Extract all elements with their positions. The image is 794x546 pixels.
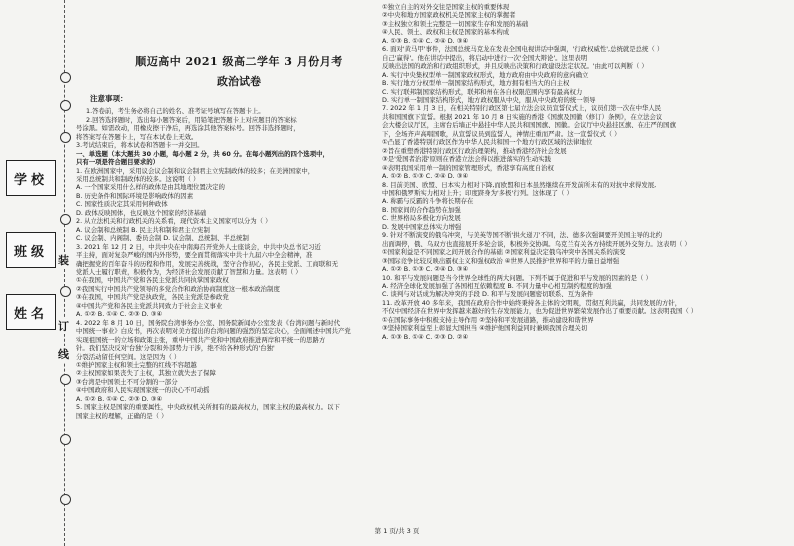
name-field-label: 姓名	[6, 294, 56, 330]
right-line: 共和国国旗下宣誓。根据 2021 年 10 月 8 日实施的香港《国旗及国徽（修订）条例》，在立法会议	[382, 112, 663, 121]
right-line: ③坚持国家利益至上彰显大国担当 ④维护他国利益同时兼顾我国合理关切	[382, 324, 588, 333]
right-line: ②旨在重塑香港特别行政区行政治理架构，推动香港经济社会发展	[382, 146, 567, 155]
class-field-label: 班级	[6, 232, 56, 268]
left-line: 2. 从立法机关和行政机关的关系看，现代资本主义国家可以分为（ ）	[76, 217, 272, 226]
left-line: C. 国家性质决定其采用何种政体	[76, 200, 168, 209]
right-line: C. 实行联邦制国家结构形式，联邦和州在各自权限范围内享有最高权力	[382, 87, 583, 96]
right-line: 自己'赢得'。他在讲话中提出，将启动中进行一次'全国大辩论'。这里表明	[382, 53, 588, 62]
right-line: 中国和俄罗斯实力相对上升；印度跻身为'多极'行列。这体现了（ ）	[382, 188, 573, 197]
right-line: A. 实行中央集权型单一制国家政权形式，地方政府由中央政府的意向确立	[382, 70, 589, 79]
binding-hole	[60, 132, 71, 143]
notice-heading: 注意事项：	[90, 93, 128, 103]
left-line: A. ①② B. ①④ C. ②③ D. ③④	[76, 394, 163, 403]
right-line: A. ①③ B. ①④ C. ②③ D. ②④	[382, 332, 469, 341]
right-line: 6. 面对'黄马甲'事件，法国总统马克龙在发表全国电视讲话中强调，'行政权威性',总统就是总统（ ）	[382, 45, 664, 54]
left-line: ①在我国，中国共产党和各民主党派共同执掌国家政权	[76, 276, 229, 285]
seal-char-ding: 订	[58, 320, 69, 333]
left-line: ③在我国，中国共产党是执政党，各民主党派是参政党	[76, 293, 229, 302]
left-line: 采用总统制共和制政体的较多。这说明（ ）	[76, 174, 200, 183]
left-line: 只有一项是符合题目要求的）	[76, 158, 160, 167]
right-line: ①凸显了香港特别行政区作为中华人民共和国一个地方行政区域的法律地位	[382, 138, 593, 147]
right-line: ②中央和地方国家政权机关是国家主权的掌握者	[382, 11, 516, 20]
exam-subtitle: 政治试卷	[217, 75, 261, 89]
right-line: 9. 针对不断演变的俄乌冲突，与美英等国不断'拱火递刀'不同，法、德多次强调要开美国主导的北约	[382, 231, 663, 240]
left-line: 4. 2022 年 8 月 10 日，国务院台湾事务办公室、国务院新闻办公室发表《台湾问题与新时代	[76, 318, 341, 327]
seal-char-xian: 线	[58, 348, 69, 361]
left-line: 中国统一事业》白皮书，再次表明对美方提出的台湾问题的强烈的坚定决心，全面阐述中国共产党	[76, 327, 351, 336]
right-column-body	[382, 3, 786, 341]
right-line: 下，全场齐声高唱国歌，从宣誓议员到监誓人，神情庄重而严肃。这一宣誓仪式（ ）	[382, 129, 621, 138]
left-line: A. 一个国家采用什么样的政体是由其地理位置决定的	[76, 183, 225, 192]
right-line: 不仅中国经济在世界中发挥越来越好的生存发展能力，也为促进世界繁荣发展作出了重要贡献。这表明我国（ ）	[382, 307, 698, 316]
left-line: 分裂活动留任何空间。这是因为（ ）	[76, 352, 181, 361]
seal-char-zhuang: 装	[58, 254, 69, 267]
right-line: ①独立自主的对外交往是国家主权的重要体现	[382, 3, 510, 11]
right-line: A. ①② B. ①③ C. ②④ D. ③④	[382, 172, 469, 181]
right-line: ④人民、领土、政权和主权是国家的基本构成	[382, 28, 510, 37]
right-line: 会大楼会议厅区，主席台后墙正中悬挂中华人民共和国国旗、国徽。会议厅中央悬挂区旗、在庄严的国旗	[382, 121, 676, 130]
right-line: A. ①③ B. ①④ C. ②④ D. ③④	[382, 36, 469, 45]
left-line: 一、单选题（本大题共 30 小题，每小题 2 分，共 60 分。在每小题列出的四个选项中，	[76, 149, 329, 158]
right-line: A. 称霸与反霸的斗争将长期存在	[382, 197, 474, 206]
right-line: B. 实行地方分权型单一制国家结构形式，地方拥有相当大的自主权	[382, 79, 570, 88]
right-line: 8. 目前美国、欧盟、日本实力相对下降,而欧盟和日本虽然继续在开发前所未有的对抗中求得发展,	[382, 180, 657, 189]
binding-hole	[60, 214, 71, 225]
left-line: ④中国政府和人民实现国家统一的决心不可动摇	[76, 386, 210, 395]
binding-hole	[60, 494, 71, 505]
left-line: 号涂黑。如需改动，用橡皮擦干净后，再选涂其他答案标号。回答非选择题时，	[76, 124, 300, 133]
left-line: 1. 在欧洲国家中，采用议会议会制和议会制君主立宪制政体的较多；在美洲国家中，	[76, 166, 315, 175]
left-line: 确把握党的百年奋斗的历程和作用，发展完善统战，坚守合作初心，各民主党派、工商联和无	[76, 259, 339, 268]
left-line: ②我国实行中国共产党领导的多党合作和政治协商制度这一根本政治制度	[76, 284, 280, 293]
left-line: ②主权国家如果丧失了主权，其独立就失去了保障	[76, 369, 216, 378]
right-column	[382, 0, 786, 341]
left-column	[76, 0, 374, 420]
left-line: ①维护国家主权和领土完整的红线不容超越	[76, 360, 197, 369]
left-line: A. ①② B. ①④ C. ②③ D. ③④	[76, 310, 163, 319]
right-line: 出面调停，俄、乌双方也直接展开多轮会谈，积极外交协调。乌克兰有关各方持续开展外交努力。这表明（ ）	[382, 239, 691, 248]
left-line: 将答案写在答题卡上，写在本试卷上无效。	[76, 132, 198, 141]
left-line: ③台湾是中国领土不可分割的一部分	[76, 377, 178, 386]
page-footer: 第 1 页/共 3 页	[374, 527, 420, 535]
school-field-label: 学校	[6, 160, 56, 196]
right-line: B. 国家间的合作趋势在加强	[382, 205, 461, 214]
right-line: A. ①② B. ①③ C. ②④ D. ③④	[382, 265, 469, 274]
left-line: 1.答卷前，考生务必将自己的姓名、准考证号填写在答题卡上。	[86, 107, 265, 116]
right-line: ④表明我国采用单一制的国家管理形式，香港享有高度自治权	[382, 163, 554, 172]
right-line: C. 世界格局多极化方向发展	[382, 214, 461, 223]
right-line: ③是'爱国者治港'原则在香港立法会得以推进落实的生动实践	[382, 155, 552, 164]
binding-hole	[60, 374, 71, 385]
left-line: D. 政体反映国体，也反映这个国家的经济基础	[76, 208, 207, 217]
right-line: ③主权独立和领土完整是一切国家生存和发展的基础	[382, 19, 529, 28]
left-line: 平主持，面对复杂严峻的国内外形势，要全面贯彻落实中共十九届六中全会精神，准	[76, 251, 313, 260]
binding-hole	[60, 72, 71, 83]
binding-hole	[60, 286, 71, 297]
right-line: ①国家利益是不同国家之间开展合作的基础 ②国家利益决定俄乌冲突中各国关系的演变	[382, 248, 626, 257]
left-line: 针。我们坚决反对'台独'分裂和外部势力干涉，绝不给各种形式的'台独'	[76, 344, 275, 353]
left-line: 2.回答选择题时，选出每小题答案后，用铅笔把答题卡上对应题目的答案标	[86, 115, 297, 124]
binding-hole	[60, 434, 71, 445]
binding-margin	[0, 0, 69, 546]
right-line: ③国际竞争比较反映出霸权主义和强权政治 ④世界人民推护世界和平的力量日益增强	[382, 256, 620, 265]
binding-hole	[60, 100, 71, 111]
left-line: B. 历史条件和国际环境是影响政体的因素	[76, 191, 194, 200]
exam-title: 顺迈高中 2021 级高二学年 3 月份月考	[135, 55, 343, 68]
right-line: 11. 改革开放 40 多年来，我国在政府合作中始终秉持各主体的文明观，贯彻互利共赢，共同发展的方针，	[382, 298, 682, 307]
right-line: A. 经济全球化发展加强了各国相互依赖程度 B. 不同力量中心相互制约程度的加强	[382, 281, 612, 290]
right-line: 7. 2022 年 1 月 3 日，在相关特别行政区第七届立法会议员宣誓仪式上，议员们第一次在中华人民	[382, 104, 662, 113]
left-line: 实现祖国统一的立场和政策主张，重申中国共产党和中国政府推进两岸和平统一的思路方	[76, 335, 326, 344]
left-line: C. 议会制、内阁制、委员会制 D. 议会制、总统制、半总统制	[76, 234, 249, 243]
left-line: 3. 2021 年 12 月 2 日，中共中央在中南海召开党外人士座谈会，中共中央总书记习近	[76, 242, 321, 251]
right-line: D. 发展中国家总体实力增强	[382, 222, 462, 231]
right-line: ①在国际事务中积极支持主导作用 ②坚持和平发展道路，推动建设和谐世界	[382, 315, 594, 324]
left-line: A. 议会制和总统制 B. 民主共和制和君主立宪制	[76, 225, 210, 234]
left-column-body	[76, 107, 374, 420]
left-line: 3.考试结束后，将本试卷和答题卡一并交回。	[76, 141, 204, 150]
left-line: 党派人士履行职责，积极作为，为经济社会发展贡献了智慧和力量。这表明（ ）	[76, 267, 302, 276]
right-line: D. 实行单一制国家结构形式，地方政权服从中央，服从中央政府的统一领导	[382, 95, 596, 104]
left-line: 国家主权的理解，正确的是（ ）	[76, 411, 168, 420]
left-line: ④中国共产党和各民主党派共同致力于社会主义事业	[76, 301, 223, 310]
right-line: 反映出法国的政治和行政组织形式，并且反映出决策和行政建设法定状况。'由此可以判断（ ）	[382, 62, 648, 71]
left-line: 5. 国家主权是国家的重要属性，中央政权机关所拥有的最高权力，国家主权的最高权力。以下	[76, 403, 340, 412]
right-line: C. 谈判与对话成为解决冲突的手段 D. 和平与发展问题密切联系、互为条件	[382, 290, 594, 299]
right-line: 10. 和平与发展问题是当今世界全球性的两大问题。下列不属于促进和平与发展的因素的是（ ）	[382, 273, 652, 282]
